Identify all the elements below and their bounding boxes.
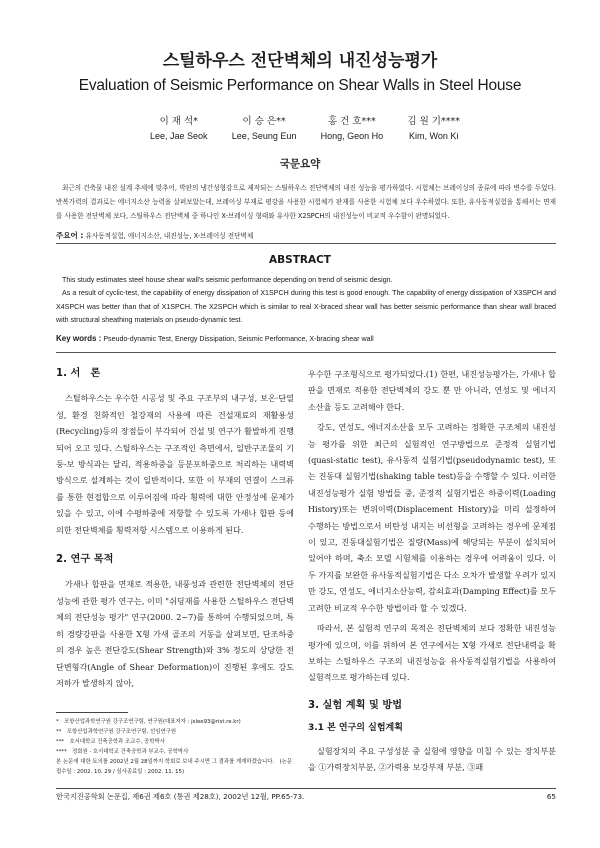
korean-abstract-heading: 국문요약	[279, 158, 321, 170]
author-name-ko: 홍 건 호***	[327, 116, 376, 127]
author-name-ko: 김 원 기****	[407, 116, 460, 127]
english-keywords-label: Key words :	[56, 334, 102, 343]
title-korean: 스틸하우스 전단벽체의 내진성능평가	[162, 51, 438, 71]
korean-keywords	[56, 230, 556, 241]
footnote: 본 논문에 대한 토의를 2002년 2월 28일까지 학회로 보내 주시면 그 결과를 게재하겠습니다. (논문접수일 : 2002. 10. 29 / 심사종료일 : 2002. 11. 15)	[56, 759, 293, 775]
author-3	[321, 115, 384, 143]
section-heading: 3. 실험 계획 및 방법	[308, 699, 403, 711]
paragraph: 가새나 합판을 면재로 적용한, 내풍성과 관련한 전단벽체의 전단성능에 관한 평가 연구는, 이미 "쉬딩재를 사용한 스틸하우스 전단벽체의 전단성능 평가" 연구(2000. 2~7)를 통하여 수행되었으며, 특히 경량강판을 사용한 X형 가새 골조의 거동을 살펴보면, 단조하중의 경우 높은 전단강도(Shear Strength)와 3% 정도의 상당한 전단변형각(Angle of Shear Deformation)이 진행된 후에도 강도저하가 발생하지 않아,	[56, 579, 294, 688]
footnote: * 포항산업과학연구원 강구조연구팀, 연구원(대표저자 : jslee93@rist.re.kr)	[56, 719, 241, 725]
page-footer	[56, 792, 556, 802]
author-name-ko: 이 재 석*	[159, 116, 198, 127]
footnote: ** 포항산업과학연구원 강구조연구팀, 선임연구원	[56, 729, 177, 735]
english-keywords-list: Pseudo-dynamic Test, Energy Dissipation, Seismic Performance, X-bracing shear wall	[103, 335, 374, 343]
section-heading: 2. 연구 목적	[56, 554, 114, 566]
right-column	[308, 366, 556, 775]
footnote-divider	[56, 712, 128, 713]
english-abstract-p2: As a result of cyclic-test, the capability of energy dissipation of X1SPCH during this test is good enough. The capability of energy dissipation of X3SPCH and X4SPCH was better than that of X1SPCH. The X2SPCH which is similar to real X-braced shear wall has better seismic performance than shear wall braced with structural sheathing materials on pseudo-dynamic test.	[56, 289, 556, 324]
paragraph: 실험장치의 주요 구성성분 중 실험에 영향을 미칠 수 있는 장치부분을 ①가력장치부분, ②가력용 보강부재 부분, ③패	[308, 745, 556, 772]
author-4	[407, 115, 460, 143]
subsection-heading: 3.1 본 연구의 실험계획	[308, 723, 403, 734]
author-2	[232, 115, 297, 143]
divider	[56, 352, 556, 353]
page-number: 65	[546, 792, 556, 801]
author-name-en: Lee, Seung Eun	[231, 131, 297, 141]
korean-keywords-label: 주요어 :	[56, 231, 84, 240]
english-abstract	[56, 274, 556, 327]
english-keywords	[56, 334, 556, 343]
author-list	[150, 115, 460, 143]
author-name-ko: 이 승 은**	[242, 116, 286, 127]
paragraph: 우수한 구조형식으로 평가되었다.(1) 한편, 내진성능평가는, 가새나 합판을 면재로 적용한 전단벽체의 강도 뿐 만 아니라, 연성도 및 에너지 소산율 등도 고려해야 한다.	[308, 369, 556, 412]
korean-abstract-text: 최근의 건축물 내진 설계 추세에 맞추어, 박판의 냉간성형강으로 제작되는 스틸하우스 전단벽체의 내진 성능을 평가하였다. 시험체는 브레이싱의 종류에 따라 변수를 두었다. 반복가력의 결과로는 에너지소산 능력을 살펴보았는데, 브레이싱 부재로 평강을 사용한 시험체가 판재를 사용한 시험체 보다 우수하였다. 또한, 유사동적실험을 통해서는 면재를 사용한 전단벽체 보다, 스틸하우스 전단벽체 중 하나인 X-브레이싱 형태와 유사한 X2SPCH의 내진성능이 비교적 우수함이 판명되었다.	[56, 184, 556, 220]
journal-citation: 한국지진공학회 논문집, 제6권 제6호 (통권 제28호), 2002년 12월, PP.65-73.	[56, 792, 305, 801]
korean-keywords-list: 유사동적실험, 에너지소산, 내진성능, X-브레이싱 전단벽체	[85, 232, 254, 240]
author-name-en: Hong, Geon Ho	[320, 131, 384, 141]
section-heading: 1. 서 론	[56, 368, 101, 379]
footnote: **** 정회원 · 호서대학교 건축공학과 부교수, 공학박사	[56, 749, 189, 755]
english-abstract-heading: ABSTRACT	[269, 254, 331, 266]
paragraph: 스틸하우스는 우수한 시공성 및 주요 구조부의 내구성, 보온·단열성, 환경 친화적인 철강재의 사용에 따른 건설재료의 재활용성(Recycling)등의 장점들이 부각되어 건설 및 연구가 활발하게 진행되어 오고 있다. 스틸하우스는 구조적인 측면에서, 일반구조물의 기둥-보 방식과는 달리, 적용하중을 등분포하중으로 처리하는 내력벽 방식으로 설계하는 것이 일반적이다. 또한 이 부재의 연결이 스크류를 통한 현접합으로 이루어짐에 따라 횡력에 대한 안정성에 문제가 있을 수 있고, 이에 수평하중에 저항할 수 있도록 가새나 합판 등에 의한 전단벽체를 횡력저항 시스템으로 이용하게 된다.	[56, 393, 294, 535]
footer-divider	[56, 788, 556, 789]
paragraph: 강도, 연성도, 에너지소산율 모두 고려하는 정확한 구조체의 내진성능 평가를 위한 최근의 실험적인 연구방법으로 준정적 실험기법(quasi-static test), 유사동적 실험기법(pseudodynamic test), 또는 진동대 실험기법(shaking table test)등을 수행할 수 있다. 이러한 내진성능평가 실험 방법들 중, 준정적 실험기법은 하중이력(Loading History)또는 변위이력(Displacement History)을 미리 설정하여 수행하는 방법으로서 비탄성 내지는 비선형을 고려하는 경우에 문제점이 있고, 진동대실험기법은 질량(Mass)에 해당되는 부분이 설치되어 있어야 하며, 축소 모델 시험체를 이용하는 경우에 어려움이 있다. 이 두 가지를 보완한 유사동적실험기법은 다소 오차가 발생할 우려가 있지만 강도, 연성도, 에너지소산능력, 감쇠효과(Damping Effect)를 모두 고려한 비교적 우수한 방법이라 할 수 있겠다.	[308, 422, 556, 613]
footnotes	[56, 712, 294, 777]
author-name-en: Kim, Won Ki	[409, 131, 459, 141]
paragraph: 따라서, 본 실험적 연구의 목적은 전단벽체의 보다 정확한 내진성능평가에 있으며, 이를 위하여 본 연구에서는 X형 가새로 전단내력을 확보하는 스틸하우스 구조의 내진성능을 유사동적실험기법을 사용하여 실험적으로 평가하는데 있다.	[308, 623, 556, 683]
divider	[56, 243, 556, 244]
title-english: Evaluation of Seismic Performance on Shear Walls in Steel House	[78, 77, 522, 94]
footnote: *** 호서대학교 건축공학과 조교수, 공학박사	[56, 739, 165, 745]
english-abstract-p1: This study estimates steel house shear wall's seismic performance depending on trend of seismic design.	[62, 276, 393, 284]
left-column	[56, 366, 294, 691]
author-name-en: Lee, Jae Seok	[150, 131, 208, 141]
author-1	[150, 115, 208, 143]
